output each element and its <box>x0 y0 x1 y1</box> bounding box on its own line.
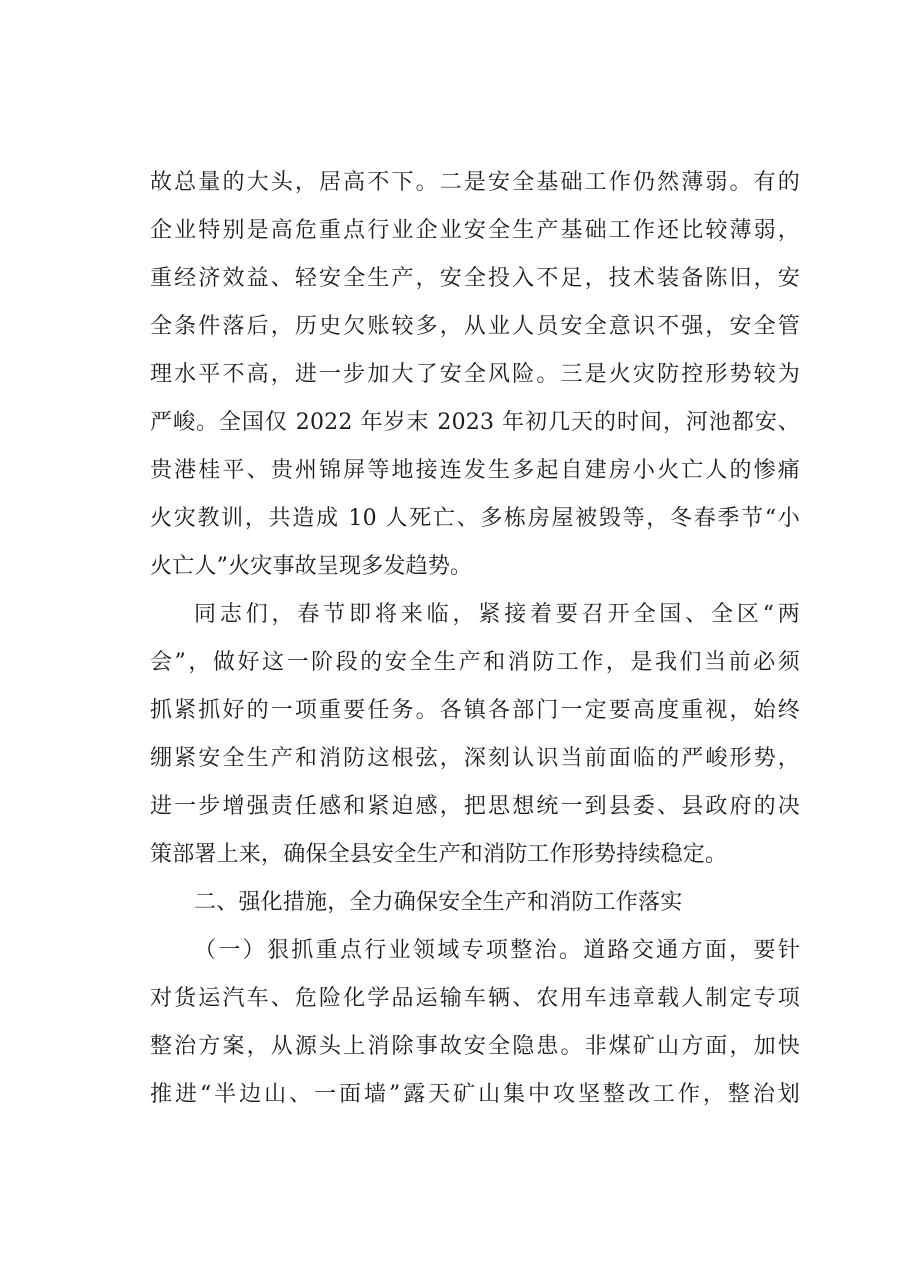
text-line: 贵港桂平、贵州锦屏等地接连发生多起自建房小火亡人的惨痛 <box>150 458 800 483</box>
text-line: 同志们，春节即将来临，紧接着要召开全国、全区“两 <box>194 602 800 627</box>
text-line: 火灾教训，共造成 10 人死亡、多栋房屋被毁等，冬春季节“小 <box>150 506 800 531</box>
paragraph-accident-situation <box>150 159 800 591</box>
paragraph-spring-festival <box>150 591 800 879</box>
text-line: 推进“半边山、一面墙”露天矿山集中攻坚整改工作，整治划 <box>150 1082 800 1107</box>
section-heading-2 <box>150 879 800 927</box>
text-line: 策部署上来，确保全县安全生产和消防工作形势持续稳定。 <box>150 842 728 867</box>
text-line: （一）狠抓重点行业领域专项整治。道路交通方面，要针 <box>194 938 800 963</box>
text-line: 重经济效益、轻安全生产，安全投入不足，技术装备陈旧，安 <box>150 266 800 291</box>
text-line: 进一步增强责任感和紧迫感，把思想统一到县委、县政府的决 <box>150 794 800 819</box>
text-line: 理水平不高，进一步加大了安全风险。三是火灾防控形势较为 <box>150 362 800 387</box>
text-line: 企业特别是高危重点行业企业安全生产基础工作还比较薄弱， <box>150 218 800 243</box>
document-body <box>150 159 800 1119</box>
text-line: 火亡人”火灾事故呈现多发趋势。 <box>150 554 473 579</box>
text-line: 会”，做好这一阶段的安全生产和消防工作，是我们当前必须 <box>150 650 800 675</box>
heading-line: 二、强化措施，全力确保安全生产和消防工作落实 <box>194 890 683 915</box>
text-line: 严峻。全国仅 2022 年岁末 2023 年初几天的时间，河池都安、 <box>150 410 800 435</box>
text-line: 对货运汽车、危险化学品运输车辆、农用车违章载人制定专项 <box>150 986 800 1011</box>
paragraph-special-rectification <box>150 927 800 1119</box>
text-line: 绷紧安全生产和消防这根弦，深刻认识当前面临的严峻形势， <box>150 746 800 771</box>
text-line: 故总量的大头，居高不下。二是安全基础工作仍然薄弱。有的 <box>150 170 800 195</box>
text-line: 全条件落后，历史欠账较多，从业人员安全意识不强，安全管 <box>150 314 800 339</box>
text-line: 抓紧抓好的一项重要任务。各镇各部门一定要高度重视，始终 <box>150 698 800 723</box>
text-line: 整治方案，从源头上消除事故安全隐患。非煤矿山方面，加快 <box>150 1034 800 1059</box>
